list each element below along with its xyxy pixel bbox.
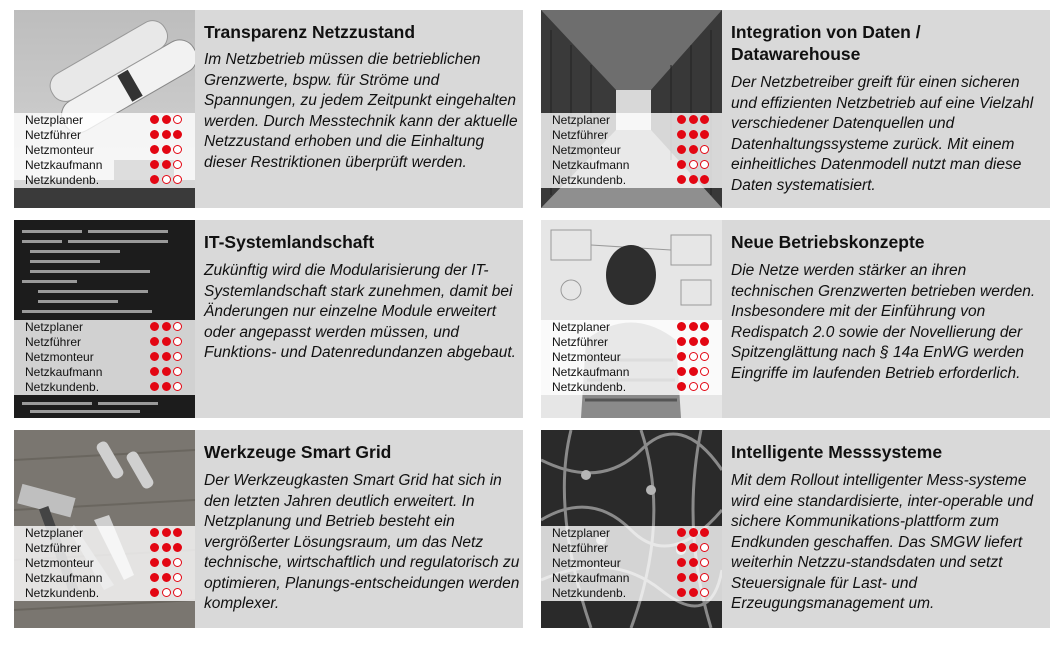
rating-dots bbox=[150, 175, 185, 186]
role-ratings bbox=[14, 526, 195, 601]
card-title: Neue Betriebskonzepte bbox=[731, 232, 925, 252]
rating-dot-empty bbox=[173, 115, 182, 124]
rating-dot-empty bbox=[173, 367, 182, 376]
rating-dot-empty bbox=[700, 352, 709, 361]
rating-dot-filled bbox=[689, 337, 698, 346]
role-ratings bbox=[14, 113, 195, 188]
rating-dot-empty bbox=[700, 160, 709, 169]
rating-dot-filled bbox=[689, 145, 698, 154]
rating-dots bbox=[150, 558, 185, 569]
rating-dot-filled bbox=[700, 322, 709, 331]
rating-row bbox=[14, 173, 195, 188]
rating-row bbox=[14, 541, 195, 556]
rating-dot-empty bbox=[689, 382, 698, 391]
rating-dot-filled bbox=[150, 588, 159, 597]
rating-dot-filled bbox=[150, 382, 159, 391]
rating-dot-empty bbox=[700, 145, 709, 154]
rating-dot-filled bbox=[150, 573, 159, 582]
rating-row bbox=[541, 571, 722, 586]
rating-dot-filled bbox=[700, 130, 709, 139]
rating-dots bbox=[677, 322, 712, 333]
rating-dots bbox=[677, 382, 712, 393]
role-label: Netzkaufmann bbox=[552, 571, 630, 585]
rating-row bbox=[14, 556, 195, 571]
role-label: Netzführer bbox=[552, 541, 609, 555]
rating-row bbox=[14, 113, 195, 128]
rating-dot-filled bbox=[150, 337, 159, 346]
rating-dots bbox=[150, 382, 185, 393]
rating-dots bbox=[677, 130, 712, 141]
rating-dot-empty bbox=[689, 160, 698, 169]
role-label: Netzkaufmann bbox=[552, 365, 630, 379]
rating-row bbox=[14, 365, 195, 380]
rating-dot-empty bbox=[162, 175, 171, 184]
role-label: Netzmonteur bbox=[552, 350, 621, 364]
rating-dot-filled bbox=[150, 115, 159, 124]
rating-row bbox=[541, 173, 722, 188]
role-label: Netzkundenb. bbox=[25, 380, 100, 394]
role-label: Netzführer bbox=[25, 335, 82, 349]
rating-dots bbox=[677, 573, 712, 584]
rating-dot-filled bbox=[162, 145, 171, 154]
rating-dot-empty bbox=[173, 352, 182, 361]
rating-dots bbox=[677, 367, 712, 378]
rating-dots bbox=[150, 543, 185, 554]
rating-dots bbox=[150, 367, 185, 378]
role-label: Netzplaner bbox=[25, 526, 84, 540]
rating-dot-filled bbox=[150, 543, 159, 552]
card-text: Der Werkzeugkasten Smart Grid hat sich in den letzten Jahren deutlich erweitert. In Netzplanung und Betrieb besteht ein vergrößerter Lösungsraum, um das Netz technische, wirtschaftlich und regulatorisch zu optimieren, Planungs-entscheidungen werden komplexer. bbox=[204, 472, 520, 612]
role-label: Netzführer bbox=[25, 128, 82, 142]
rating-dots bbox=[677, 352, 712, 363]
role-label: Netzkaufmann bbox=[25, 571, 103, 585]
role-label: Netzführer bbox=[552, 335, 609, 349]
role-label: Netzplaner bbox=[25, 113, 84, 127]
rating-row bbox=[541, 541, 722, 556]
rating-dots bbox=[150, 337, 185, 348]
rating-dot-empty bbox=[173, 588, 182, 597]
rating-row bbox=[541, 128, 722, 143]
rating-row bbox=[14, 335, 195, 350]
rating-dot-filled bbox=[700, 115, 709, 124]
rating-row bbox=[14, 143, 195, 158]
rating-dot-empty bbox=[700, 543, 709, 552]
rating-dot-empty bbox=[700, 558, 709, 567]
rating-dot-filled bbox=[689, 115, 698, 124]
rating-dot-filled bbox=[677, 130, 686, 139]
card-title: Integration von Daten / Datawarehouse bbox=[731, 22, 921, 64]
rating-dot-filled bbox=[150, 175, 159, 184]
rating-dots bbox=[677, 145, 712, 156]
rating-dot-filled bbox=[677, 145, 686, 154]
card-text: Die Netze werden stärker an ihren technischen Grenzwerten betrieben werden. Insbesondere mit der Einführung von Redispatch 2.0 sowie der Novellierung der Spitzenglättung nach § 14a EnWG werden Eingriffe im laufenden Betrieb erforderlich. bbox=[731, 262, 1036, 382]
rating-dot-filled bbox=[689, 573, 698, 582]
rating-dot-filled bbox=[162, 528, 171, 537]
rating-dot-filled bbox=[150, 367, 159, 376]
rating-dots bbox=[677, 337, 712, 348]
rating-dot-filled bbox=[677, 528, 686, 537]
rating-dots bbox=[150, 528, 185, 539]
rating-dot-filled bbox=[150, 528, 159, 537]
rating-dot-filled bbox=[677, 115, 686, 124]
role-label: Netzkundenb. bbox=[25, 173, 100, 187]
role-ratings bbox=[541, 526, 722, 601]
card-text: Im Netzbetrieb müssen die betrieblichen Grenzwerte, bspw. für Ströme und Spannungen, zu jedem Zeitpunkt eingehalten werden. Durch Messtechnik kann der aktuelle Netzzustand erhoben und die Einhaltung dieser Restriktionen überprüft werden. bbox=[204, 51, 518, 171]
rating-row bbox=[541, 365, 722, 380]
rating-dot-empty bbox=[689, 352, 698, 361]
role-label: Netzmonteur bbox=[552, 143, 621, 157]
role-label: Netzführer bbox=[25, 541, 82, 555]
role-label: Netzkundenb. bbox=[552, 380, 627, 394]
role-ratings bbox=[541, 113, 722, 188]
card-text: Zukünftig wird die Modularisierung der IT-Systemlandschaft stark zunehmen, damit bei Änderungen nur einzelne Module erweitert oder angepasst werden müssen, und Funktions- und Datenredundanzen abgebaut. bbox=[204, 262, 516, 361]
role-label: Netzplaner bbox=[552, 113, 611, 127]
card-messsysteme bbox=[541, 430, 1050, 628]
rating-dot-filled bbox=[677, 588, 686, 597]
rating-row bbox=[541, 143, 722, 158]
card-title: Transparenz Netzzustand bbox=[204, 22, 416, 42]
rating-row bbox=[541, 350, 722, 365]
rating-row bbox=[14, 571, 195, 586]
rating-row bbox=[14, 158, 195, 173]
rating-dots bbox=[677, 175, 712, 186]
card-transparenz bbox=[14, 10, 523, 208]
rating-dots bbox=[150, 322, 185, 333]
rating-dot-empty bbox=[700, 367, 709, 376]
rating-dot-filled bbox=[150, 160, 159, 169]
rating-dot-filled bbox=[150, 558, 159, 567]
rating-dot-filled bbox=[173, 130, 182, 139]
role-label: Netzkaufmann bbox=[25, 158, 103, 172]
rating-dot-filled bbox=[677, 573, 686, 582]
role-label: Netzmonteur bbox=[552, 556, 621, 570]
rating-dot-filled bbox=[162, 573, 171, 582]
rating-dot-empty bbox=[173, 145, 182, 154]
rating-dots bbox=[677, 543, 712, 554]
rating-dot-filled bbox=[677, 322, 686, 331]
rating-dots bbox=[150, 130, 185, 141]
card-it-systemlandschaft bbox=[14, 220, 523, 418]
rating-dots bbox=[150, 352, 185, 363]
rating-dot-filled bbox=[677, 558, 686, 567]
rating-row bbox=[14, 128, 195, 143]
rating-dot-filled bbox=[150, 322, 159, 331]
rating-row bbox=[541, 586, 722, 601]
role-label: Netzkaufmann bbox=[25, 365, 103, 379]
rating-dot-filled bbox=[677, 543, 686, 552]
rating-dot-filled bbox=[677, 175, 686, 184]
rating-dot-empty bbox=[173, 382, 182, 391]
card-integration bbox=[541, 10, 1050, 208]
rating-dot-filled bbox=[677, 352, 686, 361]
card-werkzeuge bbox=[14, 430, 523, 628]
rating-dot-filled bbox=[162, 558, 171, 567]
rating-dot-filled bbox=[689, 558, 698, 567]
card-betriebskonzepte bbox=[541, 220, 1050, 418]
role-label: Netzplaner bbox=[552, 526, 611, 540]
rating-dot-filled bbox=[162, 322, 171, 331]
rating-dot-filled bbox=[689, 543, 698, 552]
role-ratings bbox=[541, 320, 722, 395]
rating-dot-filled bbox=[150, 130, 159, 139]
rating-dots bbox=[150, 573, 185, 584]
rating-dots bbox=[677, 528, 712, 539]
rating-dot-filled bbox=[677, 367, 686, 376]
rating-dots bbox=[150, 588, 185, 599]
rating-dot-empty bbox=[173, 558, 182, 567]
rating-dot-filled bbox=[162, 115, 171, 124]
rating-dot-empty bbox=[162, 588, 171, 597]
rating-row bbox=[541, 380, 722, 395]
role-label: Netzmonteur bbox=[25, 556, 94, 570]
rating-row bbox=[541, 158, 722, 173]
rating-dot-filled bbox=[689, 175, 698, 184]
rating-dot-empty bbox=[173, 337, 182, 346]
rating-dot-filled bbox=[700, 337, 709, 346]
card-title: Werkzeuge Smart Grid bbox=[204, 442, 392, 462]
rating-dots bbox=[150, 160, 185, 171]
rating-dot-filled bbox=[677, 160, 686, 169]
rating-dots bbox=[150, 115, 185, 126]
rating-dot-empty bbox=[173, 160, 182, 169]
rating-row bbox=[541, 556, 722, 571]
rating-dots bbox=[677, 588, 712, 599]
rating-dot-filled bbox=[162, 160, 171, 169]
role-label: Netzplaner bbox=[25, 320, 84, 334]
rating-row bbox=[541, 526, 722, 541]
rating-row bbox=[14, 350, 195, 365]
rating-dot-filled bbox=[700, 528, 709, 537]
rating-dot-filled bbox=[689, 588, 698, 597]
rating-row bbox=[14, 380, 195, 395]
rating-dot-filled bbox=[162, 352, 171, 361]
rating-dot-empty bbox=[173, 175, 182, 184]
rating-dot-filled bbox=[162, 543, 171, 552]
rating-dot-filled bbox=[162, 337, 171, 346]
card-text: Mit dem Rollout intelligenter Mess-systeme wird eine standardisierte, inter-operable und sichere Kommunikations-plattform zum Endkunden geschaffen. Das SMGW liefert weiterhin Netzzu-standsdaten und setzt Steuersignale für Last- und Erzeugungsmanagement um. bbox=[731, 472, 1034, 612]
rating-dot-filled bbox=[162, 367, 171, 376]
card-title: Intelligente Messsysteme bbox=[731, 442, 943, 462]
rating-dot-empty bbox=[700, 588, 709, 597]
role-label: Netzkundenb. bbox=[25, 586, 100, 600]
rating-dot-filled bbox=[689, 367, 698, 376]
rating-dot-filled bbox=[700, 175, 709, 184]
rating-row bbox=[14, 320, 195, 335]
rating-dots bbox=[150, 145, 185, 156]
rating-row bbox=[541, 113, 722, 128]
role-label: Netzkundenb. bbox=[552, 586, 627, 600]
card-text: Der Netzbetreiber greift für einen sicheren und effizienten Netzbetrieb auf eine Vielzahl verschiedener Datenquellen und Datenhaltungssysteme zurück. Mit einem einheitliches Datenmodell nutzt man diese Daten systematisiert. bbox=[731, 74, 1034, 194]
rating-dot-filled bbox=[689, 130, 698, 139]
rating-row bbox=[541, 335, 722, 350]
rating-dots bbox=[677, 115, 712, 126]
role-label: Netzmonteur bbox=[25, 350, 94, 364]
rating-dot-filled bbox=[689, 528, 698, 537]
rating-dot-empty bbox=[700, 382, 709, 391]
card-title: IT-Systemlandschaft bbox=[204, 232, 375, 252]
rating-dot-filled bbox=[689, 322, 698, 331]
role-ratings bbox=[14, 320, 195, 395]
rating-dot-empty bbox=[700, 573, 709, 582]
rating-dot-filled bbox=[150, 352, 159, 361]
rating-row bbox=[14, 526, 195, 541]
rating-row bbox=[541, 320, 722, 335]
rating-row bbox=[14, 586, 195, 601]
rating-dot-empty bbox=[173, 322, 182, 331]
role-label: Netzplaner bbox=[552, 320, 611, 334]
role-label: Netzkaufmann bbox=[552, 158, 630, 172]
rating-dot-filled bbox=[677, 382, 686, 391]
rating-dot-filled bbox=[173, 543, 182, 552]
role-label: Netzführer bbox=[552, 128, 609, 142]
rating-dots bbox=[677, 558, 712, 569]
rating-dot-filled bbox=[162, 130, 171, 139]
rating-dots bbox=[677, 160, 712, 171]
rating-dot-filled bbox=[677, 337, 686, 346]
rating-dot-empty bbox=[173, 573, 182, 582]
role-label: Netzmonteur bbox=[25, 143, 94, 157]
role-label: Netzkundenb. bbox=[552, 173, 627, 187]
rating-dot-filled bbox=[173, 528, 182, 537]
rating-dot-filled bbox=[150, 145, 159, 154]
rating-dot-filled bbox=[162, 382, 171, 391]
